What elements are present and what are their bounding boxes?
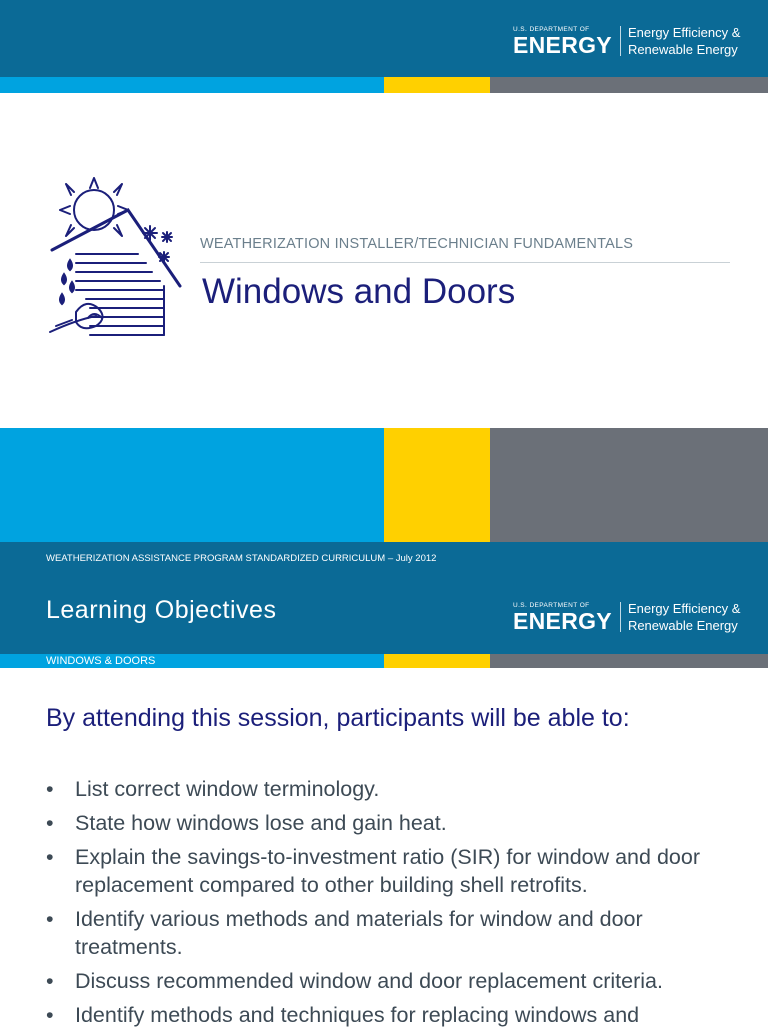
stripe2-yellow [384, 654, 490, 668]
logo-agency-text: ENERGY [513, 32, 612, 58]
logo-office-line1: Energy Efficiency & [627, 25, 741, 40]
stripe-gray [490, 77, 768, 93]
snowflake-icon [143, 226, 172, 262]
stripe2-gray [490, 654, 768, 668]
slide1-title: Windows and Doors [202, 272, 516, 311]
section-label: WINDOWS & DOORS [46, 655, 156, 667]
list-item: • Explain the savings-to-investment ratio (SIR) for window and door replacement compared to other building shell retrofits. [46, 843, 746, 899]
list-item: • Identify various methods and materials for window and door treatments. [46, 905, 746, 961]
doe-eere-logo-2 [513, 600, 740, 634]
logo-department-text: U.S. DEPARTMENT OF [513, 26, 590, 33]
objectives-list [46, 775, 746, 1035]
logo-office-line1: Energy Efficiency & [627, 601, 741, 616]
list-item: • State how windows lose and gain heat. [46, 809, 746, 837]
slide2-title: Learning Objectives [46, 596, 277, 624]
rain-icon [60, 260, 74, 304]
stripe-light-blue [0, 77, 384, 93]
logo-office-line2: Renewable Energy [627, 618, 738, 633]
objectives-intro: By attending this session, participants will be able to: [46, 704, 630, 732]
logo-office-line2: Renewable Energy [627, 42, 738, 57]
band-light-blue [0, 428, 384, 542]
weatherization-house-icon [46, 170, 186, 348]
list-item: • Discuss recommended window and door replacement criteria. [46, 967, 746, 995]
band-yellow [384, 428, 490, 542]
doe-eere-logo [513, 24, 740, 58]
list-item: • Identify methods and techniques for replacing windows and [46, 1001, 746, 1029]
logo-department-text: U.S. DEPARTMENT OF [513, 602, 590, 609]
band-gray [490, 428, 768, 542]
subtitle-divider [200, 262, 730, 263]
list-item: • List correct window terminology. [46, 775, 746, 803]
course-subtitle: WEATHERIZATION INSTALLER/TECHNICIAN FUNDAMENTALS [200, 236, 634, 252]
stripe-yellow [384, 77, 490, 93]
program-line: WEATHERIZATION ASSISTANCE PROGRAM STANDARDIZED CURRICULUM – July 2012 [46, 553, 437, 564]
logo-agency-text: ENERGY [513, 608, 612, 634]
